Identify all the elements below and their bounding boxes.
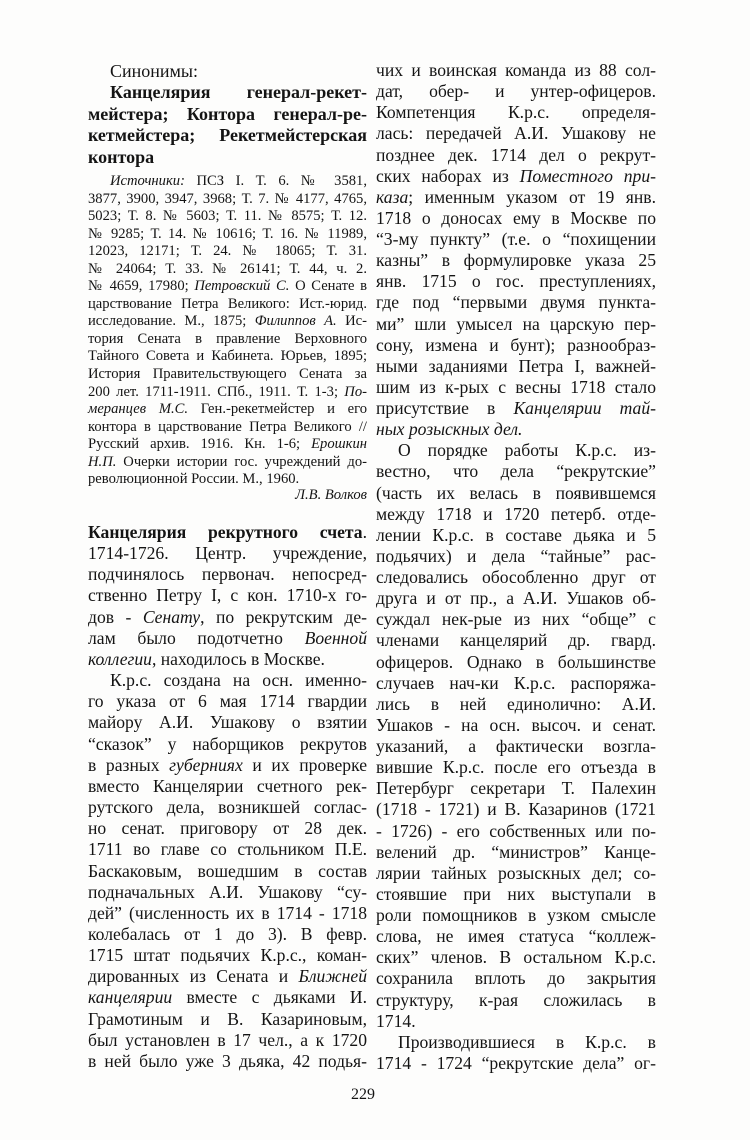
synonyms-terms bbox=[88, 82, 367, 168]
text-run: следовались обособленно друг от bbox=[376, 567, 656, 587]
text-line bbox=[376, 884, 656, 905]
text-line bbox=[376, 166, 656, 187]
text-line bbox=[88, 839, 367, 860]
text-run: ПСЗ I. Т. 6. № 3581, bbox=[184, 173, 367, 189]
text-line bbox=[376, 968, 656, 989]
text-line bbox=[88, 208, 367, 226]
italic-text: Н.П. bbox=[88, 453, 117, 470]
text-run: ными заданиями Петра I, важней- bbox=[376, 355, 656, 376]
text-run: но сенат. приговору от 28 дек. bbox=[88, 818, 367, 839]
text-run: ских наборах из bbox=[376, 165, 520, 186]
text-line bbox=[88, 987, 367, 1008]
text-run: Петербург секретари Т. Палехин bbox=[376, 778, 656, 799]
text-line bbox=[88, 712, 367, 733]
text-run: офицеров. Однако в большинстве bbox=[376, 651, 656, 672]
italic-text: Петровский С. bbox=[194, 278, 290, 295]
text-line bbox=[88, 882, 367, 903]
text-line bbox=[376, 1053, 656, 1074]
text-line bbox=[88, 125, 367, 147]
text-run: Ушаков - на осн. высоч. и сенат. bbox=[376, 714, 656, 735]
text-run: сохранила вплоть до закрытия bbox=[376, 968, 656, 989]
text-line bbox=[376, 842, 656, 863]
text-run: рутского дела, возникшей соглас- bbox=[88, 797, 367, 818]
text-line bbox=[88, 454, 367, 472]
text-line bbox=[376, 990, 656, 1011]
text-run: . bbox=[362, 522, 367, 542]
text-run: между 1718 и 1720 петерб. отде- bbox=[376, 503, 656, 524]
text-line bbox=[88, 628, 367, 649]
text-line bbox=[88, 313, 367, 331]
text-run: майору А.И. Ушакову о взятии bbox=[88, 712, 367, 733]
synonyms-label: Синонимы: bbox=[110, 61, 199, 81]
text-line bbox=[376, 208, 656, 229]
text-run: 1718 о доносах ему в Москве по bbox=[376, 207, 656, 228]
text-line bbox=[88, 734, 367, 755]
text-line bbox=[376, 588, 656, 609]
entry-paragraph bbox=[376, 440, 656, 1032]
text-line bbox=[376, 1011, 656, 1032]
text-line bbox=[88, 419, 367, 437]
text-run: Ис- bbox=[336, 313, 368, 330]
text-run: лярии тайных розыскных дел; со- bbox=[376, 862, 656, 883]
text-line bbox=[88, 966, 367, 987]
text-line bbox=[88, 348, 367, 366]
entry-paragraph bbox=[376, 1032, 656, 1074]
italic-text: Источники: bbox=[110, 173, 185, 189]
text-run: подьячих) и дела “тайные” рас- bbox=[376, 545, 656, 566]
text-line bbox=[88, 755, 367, 776]
text-line bbox=[376, 292, 656, 313]
text-run: (часть их велась в появившемся bbox=[376, 482, 656, 503]
text-run: 1714 - 1724 “рекрутские дела” ог- bbox=[376, 1052, 656, 1073]
text-line bbox=[88, 226, 367, 244]
text-run: присутствие в bbox=[376, 398, 514, 418]
text-line bbox=[88, 173, 367, 191]
text-run: стоявшие при них выступали в bbox=[376, 883, 656, 904]
text-line bbox=[376, 757, 656, 778]
text-run: где под “первыми двумя пункта- bbox=[376, 292, 656, 313]
italic-text: коллегии bbox=[88, 648, 152, 669]
text-run: казны” в формулировке указа 25 bbox=[376, 250, 656, 271]
text-line bbox=[88, 191, 367, 209]
italic-text: Ближней bbox=[298, 966, 367, 987]
text-line bbox=[376, 525, 656, 546]
text-run: велений др. “министров” Канце- bbox=[376, 841, 656, 862]
text-run: Тайного Совета и Кабинета. Юрьев, 1895; bbox=[88, 348, 367, 365]
text-line bbox=[88, 924, 367, 945]
text-run: мейстера; Контора генерал-ре- bbox=[88, 103, 367, 124]
text-line bbox=[376, 947, 656, 968]
text-line bbox=[88, 82, 367, 104]
text-line bbox=[88, 278, 367, 296]
text-line bbox=[376, 1032, 656, 1053]
text-line bbox=[376, 694, 656, 715]
text-run: лась: передачей А.И. Ушакову не bbox=[376, 123, 656, 144]
bold-text: Канцелярия рекрутного счета bbox=[88, 522, 363, 542]
text-line bbox=[88, 147, 367, 169]
text-run: дей” (численность их в 1714 - 1718 bbox=[88, 902, 367, 923]
text-line bbox=[376, 377, 656, 398]
text-run: Ген.-рекетмейстер и его bbox=[188, 401, 368, 418]
text-run: История Правительствующего Сената за bbox=[88, 366, 367, 383]
italic-text: Поместного при- bbox=[519, 165, 656, 186]
text-line bbox=[376, 335, 656, 356]
text-line bbox=[376, 419, 656, 440]
text-line bbox=[376, 314, 656, 335]
text-run: Русский архив. 1916. Кн. 1-6; bbox=[88, 436, 312, 453]
text-run: шим из к-рых с весны 1718 стало bbox=[376, 376, 656, 397]
text-line bbox=[88, 243, 367, 261]
italic-text: Ерошкин bbox=[311, 436, 367, 453]
text-run: О порядке работы К.р.с. из- bbox=[398, 440, 656, 461]
text-run: К.р.с. создана на осн. именно- bbox=[110, 670, 367, 691]
text-run: 1714. bbox=[376, 1010, 416, 1031]
text-line bbox=[376, 102, 656, 123]
text-run: тория Сената в правление Верховного bbox=[88, 330, 367, 347]
text-line bbox=[88, 797, 367, 818]
text-run: царствование Петра Великого: Ист.-юрид. bbox=[88, 295, 367, 312]
text-run: Очерки истории гос. учреждений до- bbox=[116, 453, 367, 470]
text-run: (1718 - 1721) и В. Казаринов (1721 bbox=[376, 799, 656, 820]
text-line bbox=[88, 776, 367, 797]
text-line bbox=[88, 331, 367, 349]
italic-text: каза bbox=[376, 186, 409, 207]
text-line bbox=[88, 585, 367, 606]
text-run: друга и от пр., а А.И. Ушаков об- bbox=[376, 588, 656, 609]
text-run: позднее дек. 1714 дел о рекрут- bbox=[376, 144, 656, 165]
italic-text: Военной bbox=[304, 627, 367, 648]
text-run: вестно, что дела “рекрутские” bbox=[376, 461, 656, 482]
text-line bbox=[88, 691, 367, 712]
italic-text: губерниях bbox=[169, 754, 243, 775]
text-run: случаев нач-ки К.р.с. распоряжа- bbox=[376, 672, 656, 693]
text-line bbox=[376, 229, 656, 250]
text-line bbox=[88, 436, 367, 454]
text-run: 3877, 3900, 3947, 3968; Т. 7. № 4177, 4765, bbox=[88, 190, 367, 207]
page-number: 229 bbox=[351, 1086, 375, 1103]
text-run: янв. 1715 о гос. преступлениях, bbox=[376, 271, 656, 292]
text-run: и их проверке bbox=[242, 754, 367, 775]
text-line bbox=[376, 567, 656, 588]
text-line bbox=[376, 398, 656, 419]
text-line bbox=[376, 905, 656, 926]
text-run: го указа от 6 мая 1714 гвардии bbox=[88, 691, 367, 712]
text-run: ских” членов. В остальном К.р.с. bbox=[376, 947, 656, 968]
text-run: - 1726) - его собственных или по- bbox=[376, 820, 656, 841]
text-run: контора в царствование Петра Великого // bbox=[88, 418, 367, 435]
text-line bbox=[376, 715, 656, 736]
text-run: подначальных А.И. Ушакову “су- bbox=[88, 881, 367, 902]
text-line bbox=[88, 522, 367, 543]
text-line bbox=[88, 104, 367, 126]
text-run: был установлен в 17 чел., а к 1720 bbox=[88, 1029, 367, 1050]
sources-list bbox=[88, 173, 367, 489]
italic-text: канцелярии bbox=[88, 987, 173, 1008]
text-line bbox=[376, 504, 656, 525]
text-run: 1711 во главе со стольником П.Е. bbox=[88, 839, 367, 860]
text-run: членами канцелярий др. гвард. bbox=[376, 630, 656, 651]
text-run: лам было подотчетно bbox=[88, 627, 305, 648]
italic-text: По- bbox=[344, 383, 367, 400]
text-run: 200 лет. 1711-1911. СПб., 1911. Т. 1-3; bbox=[88, 383, 345, 400]
text-run: вместо Канцелярии счетного рек- bbox=[88, 775, 367, 796]
text-line bbox=[376, 461, 656, 482]
text-line bbox=[376, 60, 656, 81]
italic-text: Филиппов А. bbox=[254, 313, 337, 330]
text-line bbox=[376, 778, 656, 799]
text-run: исследование. М., 1875; bbox=[88, 313, 255, 330]
text-line bbox=[88, 903, 367, 924]
text-run: революционной России. М., 1960. bbox=[88, 471, 300, 488]
text-line bbox=[376, 673, 656, 694]
text-line bbox=[376, 187, 656, 208]
text-run: дат, обер- и унтер-офицеров. bbox=[376, 81, 656, 102]
text-run: дов - bbox=[88, 606, 143, 627]
article-author: Л.В. Волков bbox=[295, 487, 367, 503]
text-run: суждал нек-рые из них “обще” с bbox=[376, 609, 656, 630]
text-run: 1714-1726. Центр. учреждение, bbox=[88, 543, 367, 564]
text-line bbox=[376, 630, 656, 651]
text-run: указаний, а фактически возгла- bbox=[376, 736, 656, 756]
text-line bbox=[88, 564, 367, 585]
text-run: Грамотиным и В. Казариновым, bbox=[88, 1008, 367, 1029]
text-run: роли помощников в узком смысле bbox=[376, 905, 656, 925]
text-line bbox=[88, 1051, 367, 1072]
text-line bbox=[88, 607, 367, 628]
text-line bbox=[376, 546, 656, 567]
text-line bbox=[88, 818, 367, 839]
text-line bbox=[88, 649, 367, 670]
text-run: Канцелярия генерал-рекет- bbox=[110, 82, 367, 102]
text-run: Баскаковым, вошедшим в состав bbox=[88, 860, 367, 881]
text-line bbox=[88, 384, 367, 402]
text-run: сону, измена и бунт); разнообраз- bbox=[376, 334, 656, 355]
text-line bbox=[376, 736, 656, 757]
text-run: 12023, 12171; Т. 24. № 18065; Т. 31. bbox=[88, 243, 367, 260]
text-run: в ней было уже 3 дьяка, 42 подья- bbox=[88, 1050, 367, 1071]
text-run: 5023; Т. 8. № 5603; Т. 11. № 8575; Т. 12. bbox=[88, 208, 367, 225]
entry-right-column bbox=[376, 60, 656, 1074]
text-run: в разных bbox=[88, 754, 170, 775]
text-line bbox=[88, 1009, 367, 1030]
text-run: слова, не имея статуса “коллеж- bbox=[376, 926, 656, 947]
text-run: колебалась от 1 до 3). В февр. bbox=[88, 923, 367, 944]
text-line bbox=[376, 81, 656, 102]
text-run: подчинялось первонач. непосред- bbox=[88, 564, 367, 585]
text-line bbox=[376, 799, 656, 820]
italic-text: Сенату bbox=[142, 606, 201, 627]
text-run: вместе с дьяками И. bbox=[172, 987, 367, 1008]
text-line bbox=[376, 250, 656, 271]
text-line bbox=[376, 821, 656, 842]
text-run: структуру, к-рая сложилась в bbox=[376, 989, 656, 1010]
text-run: лении К.р.с. в составе дьяка и 5 bbox=[376, 524, 656, 545]
text-run: кетмейстера; Рекетмейстерская bbox=[88, 125, 367, 145]
text-run: 1715 штат подьячих К.р.с., коман- bbox=[88, 945, 367, 966]
text-line bbox=[88, 1030, 367, 1051]
text-line bbox=[88, 670, 367, 691]
text-line bbox=[88, 543, 367, 564]
text-run: Производившиеся в К.р.с. в bbox=[398, 1031, 656, 1052]
text-run: ми” шли умысел на царскую пер- bbox=[376, 313, 656, 334]
text-line bbox=[88, 401, 367, 419]
text-line bbox=[376, 863, 656, 884]
text-run: № 9285; Т. 14. № 10616; Т. 16. № 11989, bbox=[88, 225, 367, 242]
text-line bbox=[376, 652, 656, 673]
entry-paragraph bbox=[88, 522, 367, 670]
text-line bbox=[376, 483, 656, 504]
text-run: лись в ней единолично: А.И. bbox=[376, 693, 656, 714]
text-run: О Сенате в bbox=[289, 278, 368, 295]
italic-text: меранцев М.С. bbox=[88, 401, 189, 418]
text-run: № 24064; Т. 33. № 26141; Т. 44, ч. 2. bbox=[88, 260, 367, 277]
text-run: “3-му пункту” (т.е. о “похищении bbox=[376, 229, 656, 249]
entry-paragraph bbox=[376, 60, 656, 440]
text-line bbox=[376, 356, 656, 377]
text-line bbox=[88, 945, 367, 966]
text-run: ; именным указом от 19 янв. bbox=[408, 186, 656, 207]
text-line bbox=[376, 123, 656, 144]
text-run: ственно Петру I, с кон. 1710-х го- bbox=[88, 585, 367, 606]
text-run: , находилось в Москве. bbox=[151, 648, 325, 669]
text-line bbox=[376, 926, 656, 947]
text-line bbox=[88, 366, 367, 384]
italic-text: Канцелярии тай- bbox=[513, 398, 657, 418]
text-line bbox=[376, 440, 656, 461]
text-run: Компетенция К.р.с. определя- bbox=[376, 102, 656, 123]
text-run: чих и воинская команда из 88 сол- bbox=[376, 60, 656, 80]
text-line bbox=[88, 261, 367, 279]
text-run: “сказок” у наборщиков рекрутов bbox=[88, 733, 367, 754]
text-run: дированных из Сената и bbox=[88, 966, 299, 987]
text-run: контора bbox=[88, 146, 155, 167]
text-line bbox=[88, 296, 367, 314]
text-line bbox=[376, 609, 656, 630]
text-run: , по рекрутским де- bbox=[200, 606, 368, 627]
text-line bbox=[376, 145, 656, 166]
entry-left-column bbox=[88, 522, 367, 1072]
entry-paragraph bbox=[88, 670, 367, 1072]
text-run: вившие К.р.с. после его отъезда в bbox=[376, 757, 656, 778]
italic-text: ных розыскных дел. bbox=[376, 419, 523, 440]
text-line bbox=[376, 271, 656, 292]
text-line bbox=[88, 861, 367, 882]
text-run: № 4659, 17980; bbox=[88, 278, 195, 295]
